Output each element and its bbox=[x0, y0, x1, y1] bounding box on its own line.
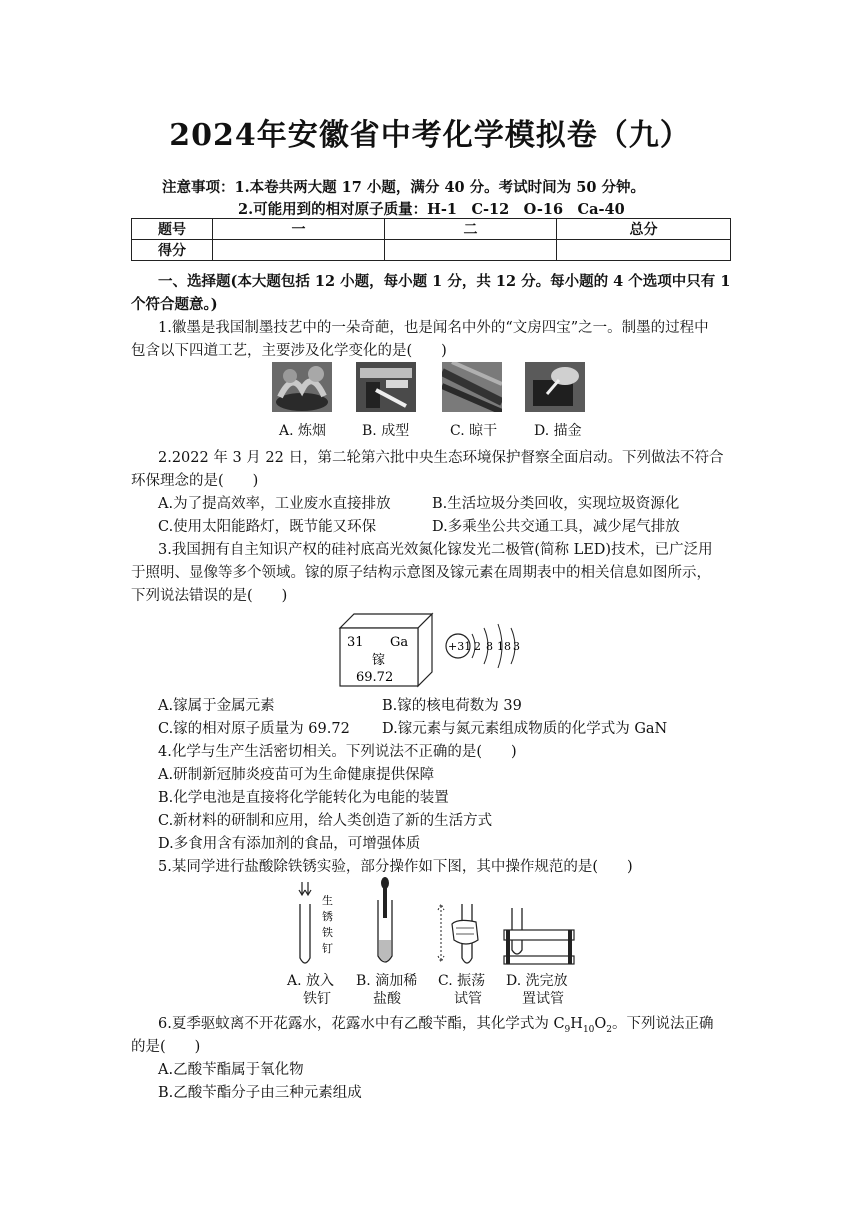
q4-option-d[interactable]: D.多食用含有添加剂的食品，可增强体质 bbox=[158, 836, 421, 852]
element-atomic-number: 31 bbox=[347, 635, 364, 650]
notice-line-1: 注意事项：1.本卷共两大题 17 小题，满分 40 分。考试时间为 50 分钟。 bbox=[162, 179, 645, 196]
score-cell[interactable] bbox=[557, 240, 731, 261]
q3-stem-line3: 下列说法错误的是( ) bbox=[131, 588, 288, 604]
q2-option-a[interactable]: A.为了提高效率，工业废水直接排放 bbox=[158, 496, 391, 512]
q5-option-c-line2: 试管 bbox=[454, 991, 482, 1007]
section1-heading-line1: 一、选择题(本大题包括 12 小题，每小题 1 分，共 12 分。每小题的 4 个选项中只有 1 bbox=[158, 273, 731, 290]
q1-photo-molding bbox=[356, 362, 416, 412]
page-title: 2024年安徽省中考化学模拟卷（九） bbox=[169, 118, 691, 153]
element-symbol: Ga bbox=[390, 635, 409, 650]
q3-stem-line2: 于照明、显像等多个领域。镓的原子结构示意图及镓元素在周期表中的相关信息如图所示， bbox=[131, 565, 711, 581]
atom-shell-electrons: 2 bbox=[474, 640, 481, 653]
score-cell[interactable] bbox=[213, 240, 385, 261]
q5-option-b-line2: 盐酸 bbox=[373, 991, 401, 1007]
label-rusty-nail-char: 锈 bbox=[322, 910, 333, 923]
q3-option-b[interactable]: B.镓的核电荷数为 39 bbox=[382, 698, 522, 714]
q2-stem-line1: 2.2022 年 3 月 22 日，第二轮第六批中央生态环境保护督察全面启动。下列做法不符合 bbox=[158, 450, 724, 466]
q1-stem-line1: 1.徽墨是我国制墨技艺中的一朵奇葩，也是闻名中外的“文房四宝”之一。制墨的过程中 bbox=[158, 320, 709, 336]
q5-option-a-line2: 铁钉 bbox=[303, 991, 331, 1007]
q1-photo-gilding bbox=[525, 362, 585, 412]
q4-option-b[interactable]: B.化学电池是直接将化学能转化为电能的装置 bbox=[158, 790, 449, 806]
q5-figure-b-dropper bbox=[372, 876, 402, 970]
atom-nucleus-charge: +31 bbox=[448, 640, 472, 653]
score-header-cell: 一 bbox=[213, 219, 385, 240]
element-name: 镓 bbox=[372, 653, 386, 668]
q5-option-b-line1[interactable]: B. 滴加稀 bbox=[356, 973, 418, 989]
q5-option-c-line1[interactable]: C. 振荡 bbox=[438, 973, 486, 989]
score-row-label: 得分 bbox=[132, 240, 213, 261]
q4-stem: 4.化学与生产生活密切相关。下列说法不正确的是( ) bbox=[158, 744, 517, 760]
q1-option-d[interactable]: D. 描金 bbox=[534, 423, 582, 439]
q5-figure-d-test-tube-rack bbox=[500, 906, 580, 968]
score-table-score-row bbox=[132, 240, 731, 261]
q3-element-cell bbox=[335, 610, 435, 688]
q1-option-b[interactable]: B. 成型 bbox=[362, 423, 410, 439]
score-header-cell: 题号 bbox=[132, 219, 213, 240]
q3-option-d[interactable]: D.镓元素与氮元素组成物质的化学式为 GaN bbox=[382, 721, 668, 737]
q3-atom-structure-diagram bbox=[444, 618, 524, 674]
notice-line-2: 2.可能用到的相对原子质量：H-1 C-12 O-16 Ca-40 bbox=[238, 201, 625, 218]
atom-shell-electrons: 8 bbox=[486, 640, 493, 653]
q5-option-d-line2: 置试管 bbox=[522, 991, 564, 1007]
score-table bbox=[131, 218, 731, 261]
atom-shell-electrons: 18 bbox=[497, 640, 511, 653]
score-cell[interactable] bbox=[385, 240, 557, 261]
q1-photo-drying bbox=[442, 362, 502, 412]
q1-option-a[interactable]: A. 炼烟 bbox=[279, 423, 327, 439]
q1-stem-line2: 包含以下四道工艺，主要涉及化学变化的是( ) bbox=[131, 343, 447, 359]
q6-stem-line2: 的是( ) bbox=[131, 1039, 201, 1055]
q6-option-a[interactable]: A.乙酸苄酯属于氧化物 bbox=[158, 1062, 304, 1078]
label-rusty-nail-char: 铁 bbox=[322, 926, 333, 939]
label-rusty-nail-char: 钉 bbox=[322, 942, 333, 955]
q5-figure-a-test-tube-nail bbox=[296, 880, 342, 970]
q2-option-b[interactable]: B.生活垃圾分类回收，实现垃圾资源化 bbox=[432, 496, 680, 512]
q5-option-a-line1[interactable]: A. 放入 bbox=[287, 973, 335, 989]
q5-figure-c-shaking bbox=[436, 900, 484, 970]
label-rusty-nail-char: 生 bbox=[322, 894, 333, 907]
q1-option-c[interactable]: C. 晾干 bbox=[450, 423, 498, 439]
q4-option-a[interactable]: A.研制新冠肺炎疫苗可为生命健康提供保障 bbox=[158, 767, 435, 783]
score-header-cell: 总分 bbox=[557, 219, 731, 240]
q6-stem-line1: 6.夏季驱蚊离不开花露水，花露水中有乙酸苄酯，其化学式为 $C_9H_{10}O_2$。下列说法正确 bbox=[158, 1016, 714, 1035]
q4-option-c[interactable]: C.新材料的研制和应用，给人类创造了新的生活方式 bbox=[158, 813, 493, 829]
q1-photo-smoke bbox=[272, 362, 332, 412]
q6-option-b[interactable]: B.乙酸苄酯分子由三种元素组成 bbox=[158, 1085, 362, 1101]
q5-stem: 5.某同学进行盐酸除铁锈实验，部分操作如下图，其中操作规范的是( ) bbox=[158, 859, 633, 875]
q2-stem-line2: 环保理念的是( ) bbox=[131, 473, 259, 489]
q2-option-d[interactable]: D.多乘坐公共交通工具，减少尾气排放 bbox=[432, 519, 680, 535]
q3-option-a[interactable]: A.镓属于金属元素 bbox=[158, 698, 275, 714]
score-table-header-row bbox=[132, 219, 731, 240]
q5-option-d-line1[interactable]: D. 洗完放 bbox=[506, 973, 568, 989]
q2-option-c[interactable]: C.使用太阳能路灯，既节能又环保 bbox=[158, 519, 377, 535]
score-header-cell: 二 bbox=[385, 219, 557, 240]
q3-option-c[interactable]: C.镓的相对原子质量为 69.72 bbox=[158, 721, 350, 737]
section1-heading-line2: 个符合题意。) bbox=[131, 296, 218, 313]
q3-stem-line1: 3.我国拥有自主知识产权的硅衬底高光效氮化镓发光二极管(简称 LED)技术，已广泛用 bbox=[158, 542, 713, 558]
element-mass: 69.72 bbox=[356, 670, 394, 685]
atom-shell-electrons: 3 bbox=[513, 640, 520, 653]
